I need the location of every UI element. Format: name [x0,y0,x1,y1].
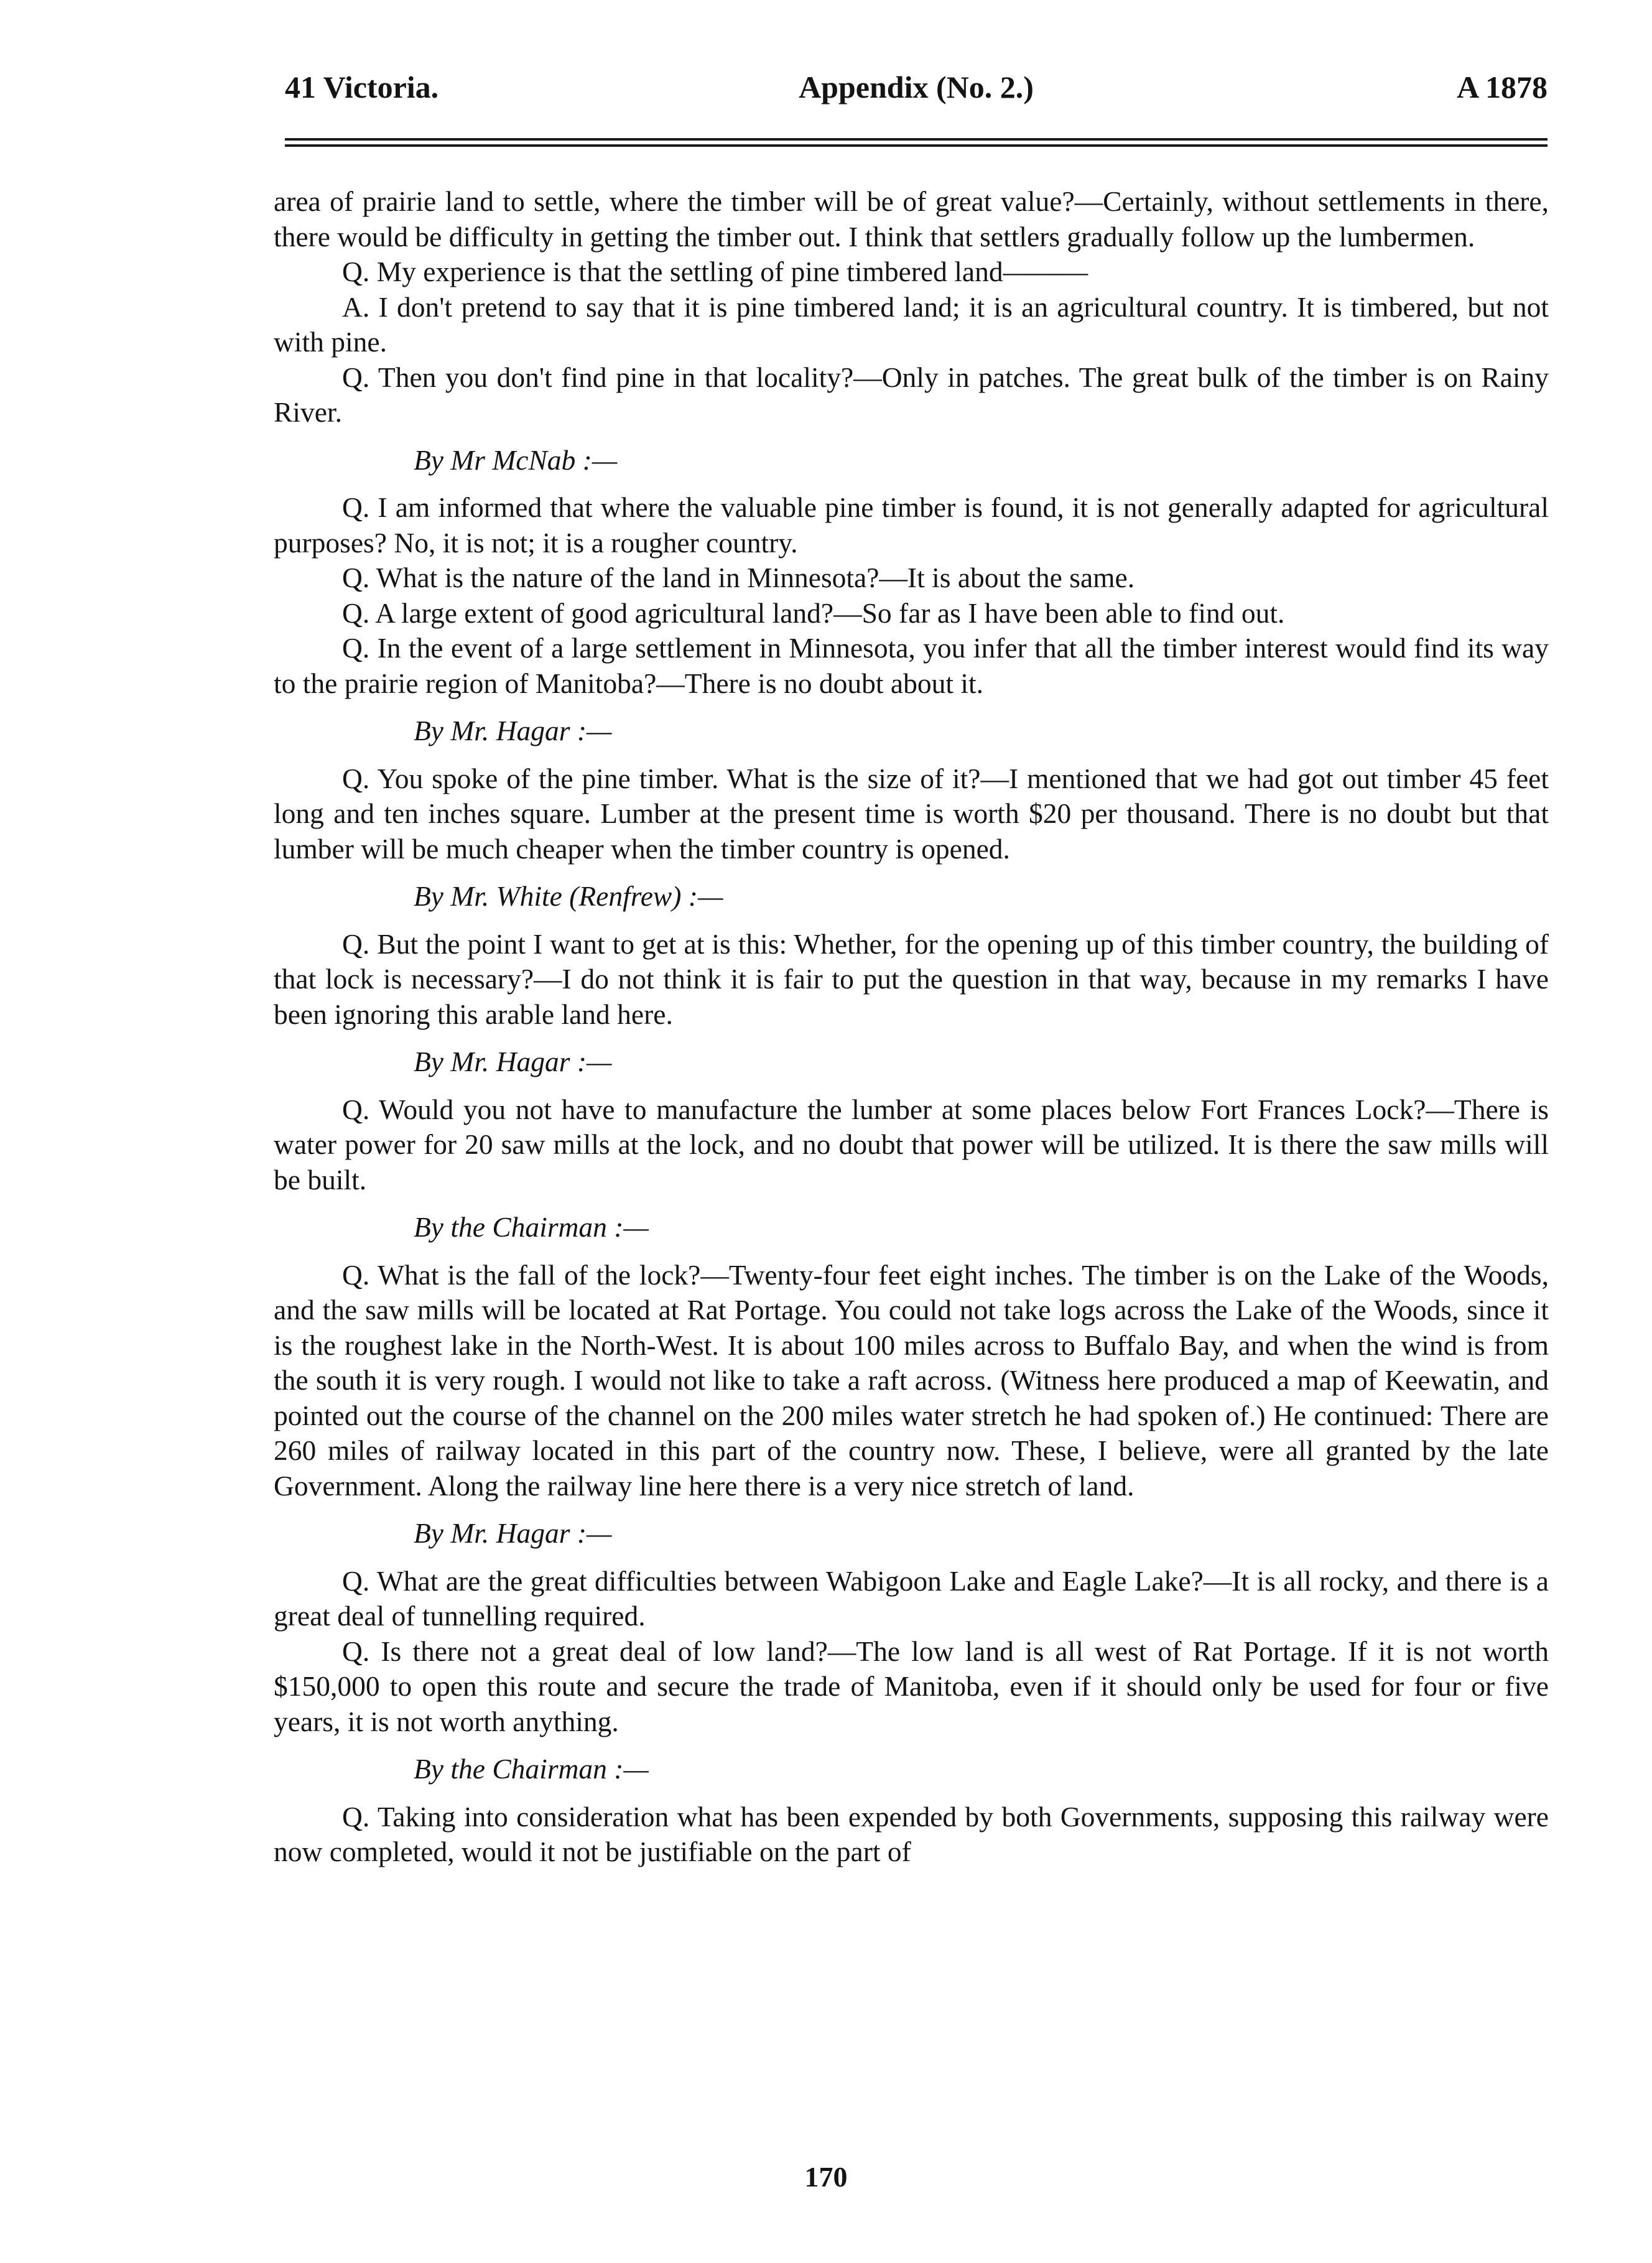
speaker-heading: By the Chairman :— [414,1211,649,1243]
testimony-paragraph: Q. What is the fall of the lock?—Twenty-four feet eight inches. The timber is on the Lake of the Woods, and the saw mills will be located at Rat Portage. You could not take logs across the Lake of the Woods, since it is the roughest lake in the North-West. It is about 100 miles across to Buffalo Bay, and when the wind is from the south it is very rough. I would not like to take a raft across. (Witness here produced a map of Keewatin, and pointed out the course of the channel on the 200 miles water stretch he had spoken of.) He continued: There are 260 miles of railway located in this part of the country now. These, I believe, were all granted by the late Government. Along the railway line here there is a very nice stretch of land. [274,1258,1549,1502]
testimony-paragraph: Q. My experience is that the settling of pine timbered land——— [342,256,1088,287]
testimony-paragraph: Q. Would you not have to manufacture the lumber at some places below Fort Frances Lock?—There is water power for 20 saw mills at the lock, and no doubt that power will be utilized. It is there the saw mills will be built. [274,1093,1549,1196]
testimony-paragraph: Q. What is the nature of the land in Minnesota?—It is about the same. [342,562,1135,593]
page-number: 170 [804,2161,848,2193]
speaker-heading: By Mr. Hagar :— [414,1046,612,1077]
testimony-paragraph: Q. Then you don't find pine in that locality?—Only in patches. The great bulk of the timber is on Rainy River. [274,361,1549,428]
testimony-paragraph: Q. Taking into consideration what has been expended by both Governments, supposing this railway were now completed, would it not be justifiable on the part of [274,1800,1549,1867]
running-header [285,62,1548,112]
speaker-heading: By the Chairman :— [414,1753,649,1785]
speaker-heading: By Mr. Hagar :— [414,715,612,746]
header-rule-top [285,138,1548,141]
testimony-paragraph: A. I don't pretend to say that it is pine timbered land; it is an agricultural country. It is timbered, but not with pine. [274,290,1549,358]
testimony-paragraph: Q. You spoke of the pine timber. What is the size of it?—I mentioned that we had got out timber 45 feet long and ten inches square. Lumber at the present time is worth $20 per thousand. There is no doubt but that lumber will be much cheaper when the timber country is opened. [274,762,1549,865]
header-year: A 1878 [1457,70,1548,105]
header-rule-bottom [285,144,1548,147]
testimony-paragraph: Q. What are the great difficulties between Wabigoon Lake and Eagle Lake?—It is all rocky, and there is a great deal of tunnelling required. [274,1564,1549,1632]
speaker-heading: By Mr. White (Renfrew) :— [414,880,723,912]
testimony-paragraph: Q. But the point I want to get at is this: Whether, for the opening up of this timber country, the building of that lock is necessary?—I do not think it is fair to put the question in that way, because in my remarks I have been ignoring this arable land here. [274,927,1549,1030]
testimony-paragraph: Q. Is there not a great deal of low land?—The low land is all west of Rat Portage. If it is not worth $150,000 to open this route and secure the trade of Manitoba, even if it should only be used for four or five years, it is not worth anything. [274,1635,1549,1737]
speaker-heading: By Mr McNab :— [414,444,618,476]
testimony-paragraph: area of prairie land to settle, where the timber will be of great value?—Certainly, without settlements in there, there would be difficulty in getting the timber out. I think that settlers gradually follow up the lumbermen. [274,185,1549,253]
testimony-paragraph: Q. I am informed that where the valuable pine timber is found, it is not generally adapted for agricultural purposes? No, it is not; it is a rougher country. [274,491,1549,559]
body-text [274,184,1549,1870]
header-session: 41 Victoria. [285,70,439,105]
speaker-heading: By Mr. Hagar :— [414,1517,612,1549]
testimony-paragraph: Q. A large extent of good agricultural land?—So far as I have been able to find out. [342,597,1285,629]
testimony-paragraph: Q. In the event of a large settlement in Minnesota, you infer that all the timber interest would find its way to the prairie region of Manitoba?—There is no doubt about it. [274,632,1549,699]
header-appendix: Appendix (No. 2.) [799,70,1034,105]
